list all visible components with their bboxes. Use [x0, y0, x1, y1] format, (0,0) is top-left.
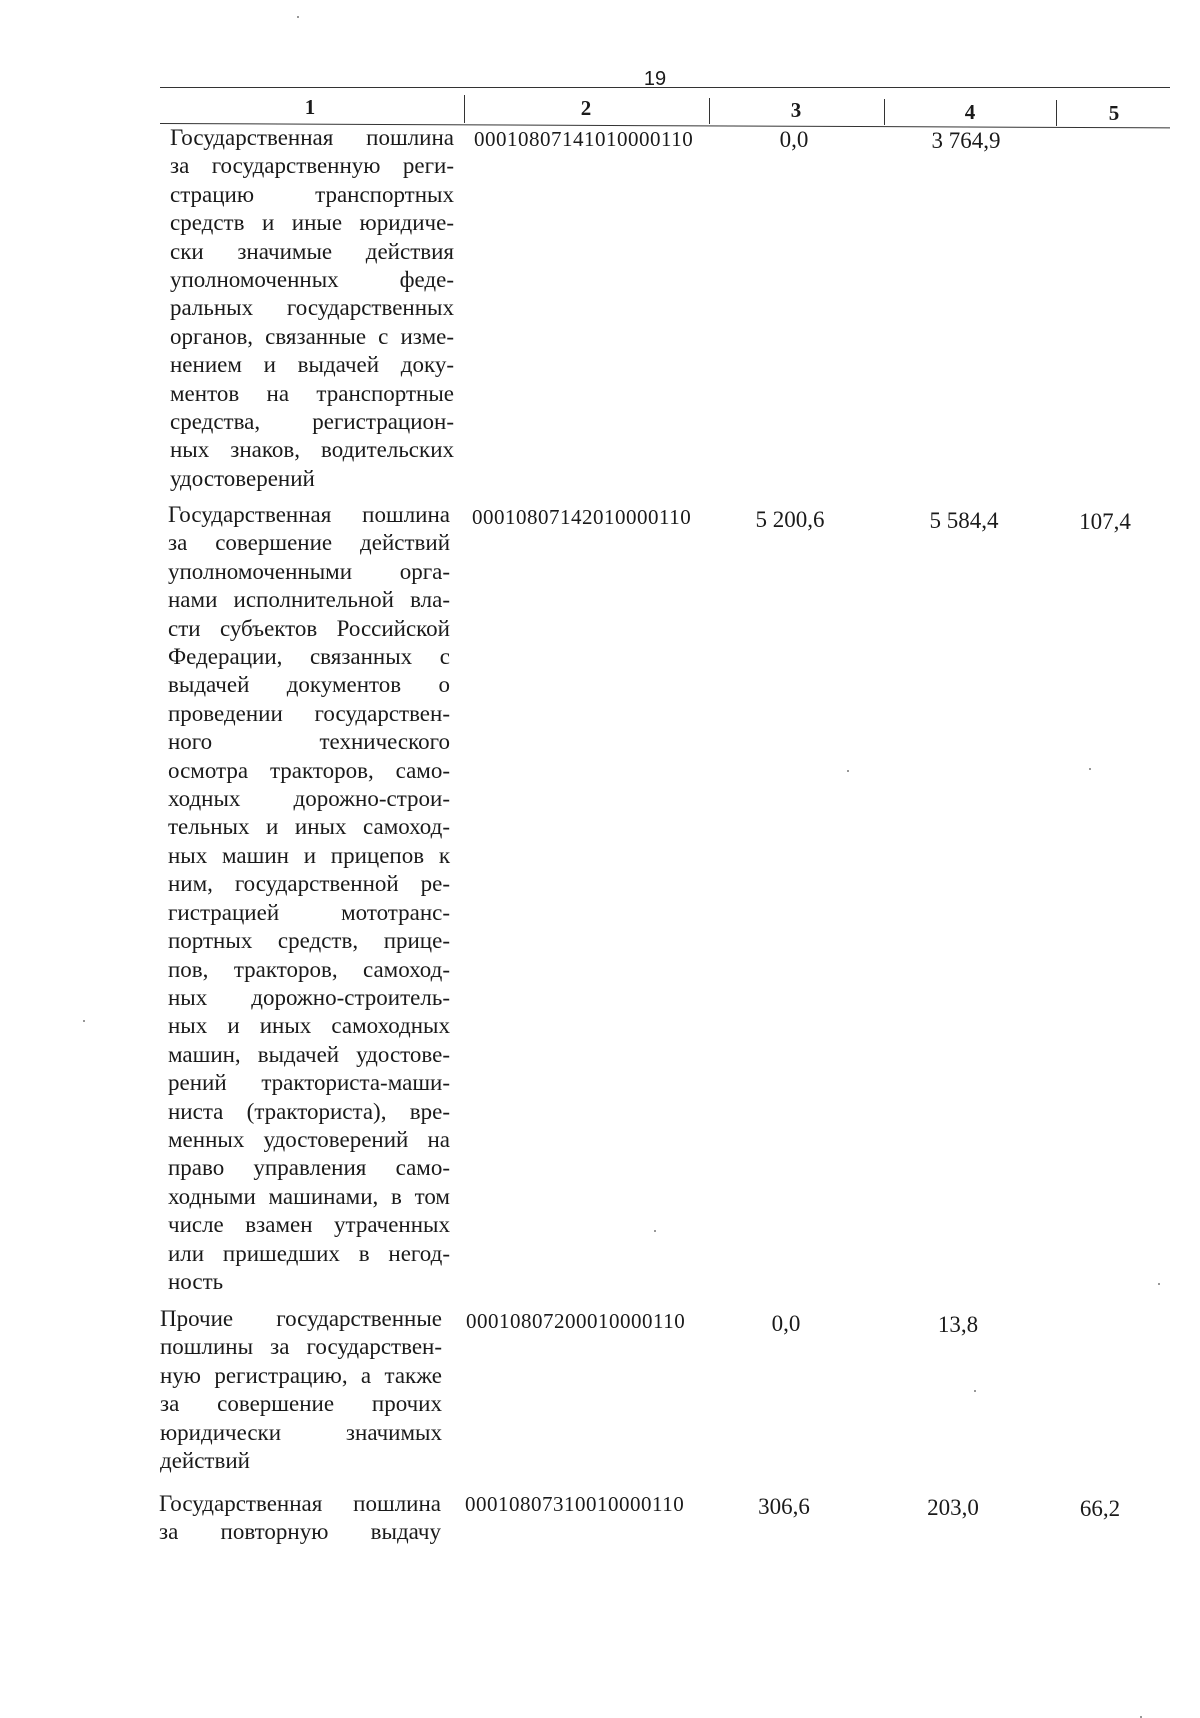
desc-line: действий: [160, 1448, 250, 1474]
scan-speck: [974, 1390, 976, 1392]
column-number-5: 5: [1108, 101, 1120, 125]
table-row-2-col4: 5 584,4: [929, 508, 999, 533]
desc-line: за повторную выдачу: [159, 1519, 441, 1545]
desc-line: юридически значимых: [160, 1419, 442, 1445]
desc-line: уполномоченных феде-: [170, 267, 454, 293]
column-number-3: 3: [790, 98, 802, 122]
desc-line: осмотра тракторов, само-: [168, 757, 450, 783]
desc-line: ходными машинами, в том: [168, 1183, 450, 1209]
desc-line: Федерации, связанных с: [168, 644, 450, 670]
scan-speck: [1089, 768, 1091, 770]
desc-line: Государственная пошлина: [159, 1491, 441, 1516]
desc-line: пов, тракторов, самоход-: [168, 956, 450, 982]
desc-line: за совершение прочих: [160, 1391, 442, 1417]
desc-line: Государственная пошлина: [168, 502, 450, 527]
desc-line: ходных дорожно-строи-: [168, 786, 450, 812]
desc-line: сти субъектов Российской: [168, 615, 450, 641]
desc-line: нами исполнительной вла-: [168, 587, 450, 613]
desc-line: числе взамен утраченных: [168, 1212, 450, 1238]
desc-line: гистрацией мототранс-: [168, 899, 450, 925]
desc-line: или пришедших в негод-: [168, 1240, 450, 1266]
desc-line: ную регистрацию, а также: [160, 1362, 442, 1388]
desc-line: портных средств, прице-: [168, 928, 450, 954]
table-row-4-col3: 306,6: [758, 1494, 810, 1519]
desc-line: за совершение действий: [168, 530, 450, 556]
scan-speck: [83, 1020, 85, 1022]
table-row-4-col5: 66,2: [1079, 1496, 1121, 1521]
table-row-4-code: 00010807310010000110: [465, 1492, 685, 1516]
desc-line: средств и иные юридиче-: [170, 210, 454, 236]
scan-speck: [297, 16, 299, 18]
desc-line: ных машин и прицепов к: [168, 842, 450, 868]
desc-line: Прочие государственные: [160, 1306, 442, 1331]
desc-line: ним, государственной ре-: [168, 871, 450, 897]
header-separator-1: [464, 95, 465, 123]
desc-line: выдачей документов о: [168, 672, 450, 698]
desc-line: ность: [168, 1268, 224, 1294]
desc-line: ниста (тракториста), вре-: [168, 1098, 450, 1124]
table-row-1-col3: 0,0: [779, 127, 809, 152]
desc-line: Государственная пошлина: [170, 125, 454, 150]
desc-line: ных знаков, водительских: [170, 437, 454, 463]
header-separator-3: [884, 99, 885, 125]
desc-line: проведении государствен-: [168, 700, 450, 726]
desc-line: за государственную реги-: [170, 153, 454, 179]
desc-line: менных удостоверений на: [168, 1126, 450, 1152]
header-top-rule: [160, 87, 1170, 88]
table-row-3-description: [160, 1305, 442, 1475]
table-row-4-description: [159, 1490, 441, 1547]
table-row-1-code: 00010807141010000110: [474, 127, 694, 151]
table-row-1-col4: 3 764,9: [931, 128, 1001, 153]
desc-line: тельных и иных самоход-: [168, 814, 450, 840]
page-number: 19: [643, 68, 667, 90]
header-separator-2: [709, 98, 710, 124]
desc-line: средства, регистрацион-: [170, 409, 454, 435]
desc-line: ральных государственных: [170, 295, 454, 321]
desc-line: машин, выдачей удостове-: [168, 1041, 450, 1067]
scan-speck: [1158, 1283, 1160, 1285]
table-row-3-col4: 13,8: [937, 1312, 979, 1337]
desc-line: ных дорожно-строитель-: [168, 984, 450, 1010]
table-row-3-code: 00010807200010000110: [466, 1309, 686, 1333]
desc-line: ных и иных самоходных: [168, 1013, 450, 1039]
scan-speck: [654, 1230, 656, 1232]
desc-line: ски значимые действия: [170, 238, 454, 264]
table-row-3-col3: 0,0: [771, 1311, 801, 1336]
table-row-4-col4: 203,0: [927, 1495, 979, 1520]
column-number-1: 1: [304, 95, 316, 119]
desc-line: пошлины за государствен-: [160, 1334, 442, 1360]
table-row-1-description: [170, 124, 454, 493]
table-row-2-col5: 107,4: [1079, 509, 1131, 534]
desc-line: удостоверений: [170, 465, 315, 491]
desc-line: рений тракториста-маши-: [168, 1070, 450, 1096]
desc-line: ного технического: [168, 729, 450, 755]
desc-line: право управления само-: [168, 1155, 450, 1181]
header-separator-4: [1056, 100, 1057, 126]
table-row-2-description: [168, 501, 450, 1296]
desc-line: уполномоченными орга-: [168, 558, 450, 584]
column-number-4: 4: [964, 100, 976, 124]
desc-line: страцию транспортных: [170, 181, 454, 207]
desc-line: органов, связанные с изме-: [170, 323, 454, 349]
column-number-2: 2: [580, 96, 592, 120]
desc-line: ментов на транспортные: [170, 380, 454, 406]
desc-line: нением и выдачей доку-: [170, 352, 454, 378]
scan-speck: [847, 770, 849, 772]
table-row-2-code: 00010807142010000110: [472, 505, 692, 529]
table-row-2-col3: 5 200,6: [755, 507, 825, 532]
